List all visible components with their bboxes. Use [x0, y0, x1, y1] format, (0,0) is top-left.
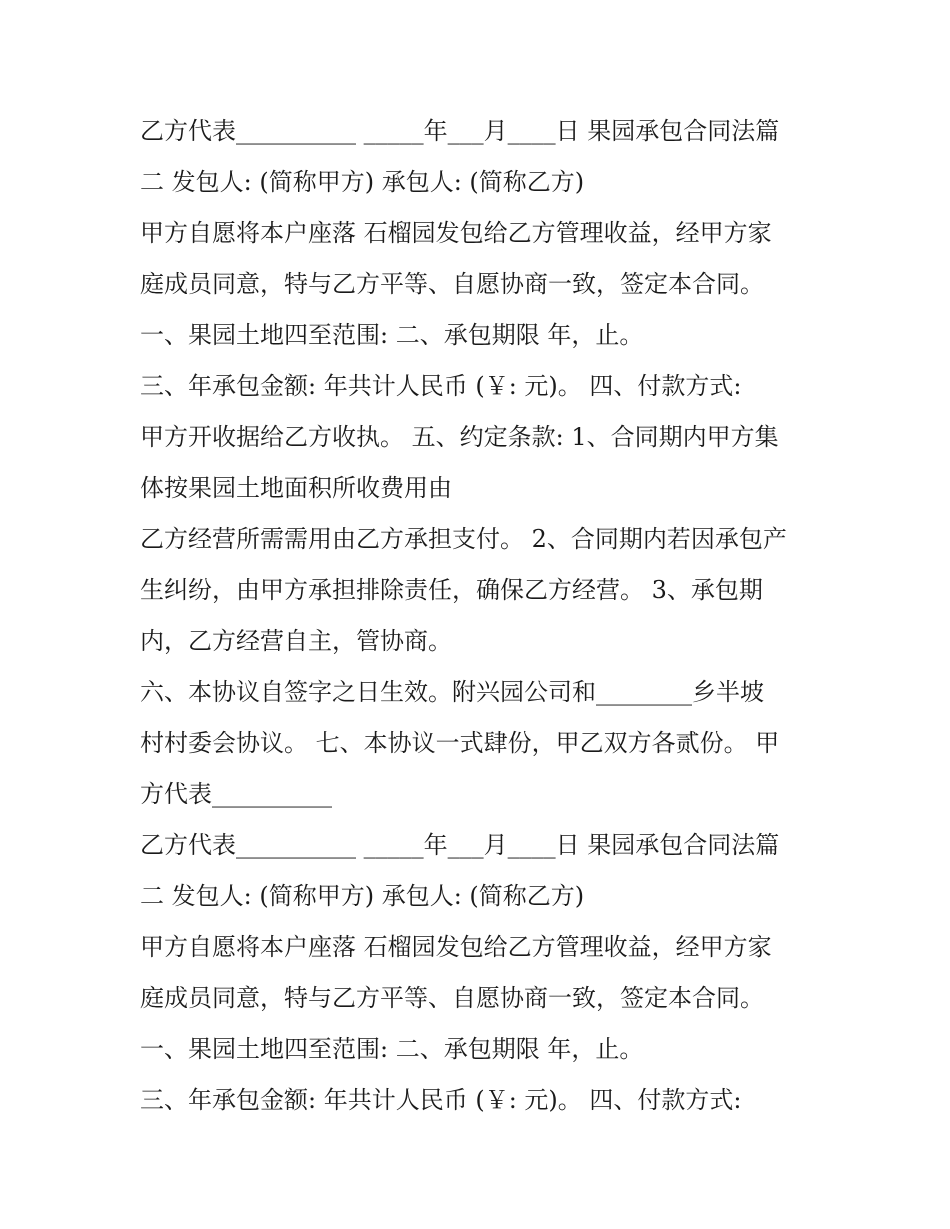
- text-line: 村村委会协议。 七、本协议一式肆份，甲乙双方各贰份。 甲: [140, 729, 780, 757]
- contract-text-body: [140, 106, 820, 1126]
- text-line: 庭成员同意，特与乙方平等、自愿协商一致，签定本合同。: [140, 984, 764, 1012]
- text-line: 三、年承包金额: 年共计人民币 (￥: 元)。 四、付款方式:: [140, 1086, 742, 1114]
- text-line: 二 发包人: (简称甲方) 承包人: (简称乙方): [140, 168, 585, 196]
- text-line: 甲方自愿将本户座落 石榴园发包给乙方管理收益，经甲方家: [140, 933, 772, 961]
- text-line: 生纠纷，由甲方承担排除责任，确保乙方经营。 3、承包期: [140, 576, 763, 604]
- text-line: 一、果园土地四至范围: 二、承包期限 年，止。: [140, 1035, 644, 1063]
- text-line: 六、本协议自签字之日生效。附兴园公司和________乡半坡: [140, 678, 764, 706]
- text-line: 一、果园土地四至范围: 二、承包期限 年，止。: [140, 321, 644, 349]
- text-line: 乙方代表__________ _____年___月____日 果园承包合同法篇: [140, 117, 780, 145]
- text-line: 甲方开收据给乙方收执。 五、约定条款: 1、合同期内甲方集: [140, 423, 779, 451]
- text-line: 方代表__________: [140, 780, 332, 808]
- text-line: 三、年承包金额: 年共计人民币 (￥: 元)。 四、付款方式:: [140, 372, 742, 400]
- text-line: 体按果园土地面积所收费用由: [140, 474, 452, 502]
- text-line: 乙方经营所需需用由乙方承担支付。 2、合同期内若因承包产: [140, 525, 787, 553]
- text-line: 乙方代表__________ _____年___月____日 果园承包合同法篇: [140, 831, 780, 859]
- text-line: 庭成员同意，特与乙方平等、自愿协商一致，签定本合同。: [140, 270, 764, 298]
- text-line: 内，乙方经营自主，管协商。: [140, 627, 452, 655]
- text-line: 甲方自愿将本户座落 石榴园发包给乙方管理收益，经甲方家: [140, 219, 772, 247]
- text-line: 二 发包人: (简称甲方) 承包人: (简称乙方): [140, 882, 585, 910]
